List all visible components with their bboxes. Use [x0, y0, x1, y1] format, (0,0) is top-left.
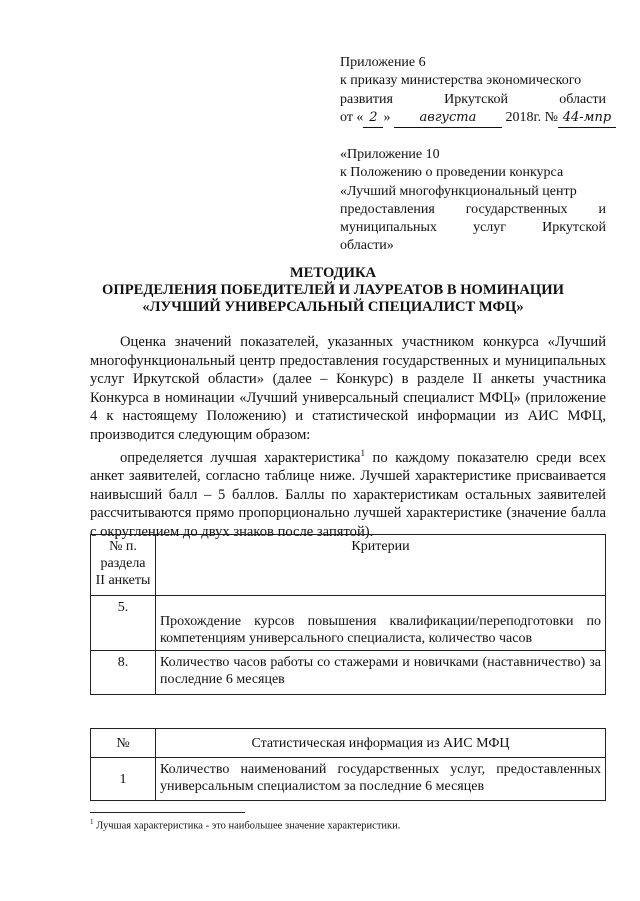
table-row [91, 596, 606, 651]
ref-line-6: области» [340, 238, 394, 254]
table-row [91, 758, 606, 801]
title-line-1: МЕТОДИКА [289, 265, 377, 281]
header-num: № п. раздела II анкеты [91, 535, 156, 596]
row-num: 1 [91, 758, 156, 801]
table-header [91, 535, 606, 596]
ref-line-1: «Приложение 10 [340, 147, 440, 162]
paragraph-2: определяется лучшая характеристика$^1$ по каждому показателю среди всех анкет заявителей, согласно таблице ниже. Лучшей характеристике присваивается наивысший балл – 5 баллов. Баллы по характеристикам остальных заявителей рассчитываются прямо пропорционально лучшей характеристике (значение балла с округлением до двух знаков после запятой). [90, 448, 606, 540]
row-text: Количество наименований государственных услуг, предоставленных универсальным специалистом за последние 6 месяцев [156, 758, 606, 801]
header-info: Статистическая информация из АИС МФЦ [156, 729, 606, 758]
appendix-ref-block [340, 146, 606, 256]
footnote: $^1$ Лучшая характеристика - это наибольшее значение характеристики. [90, 818, 401, 832]
ref-line-2: к Положению о проведении конкурса [340, 165, 564, 181]
table-header [91, 729, 606, 758]
ref-line-3: «Лучший многофункциональный центр [340, 183, 577, 199]
row-text: Количество часов работы со стажерами и новичками (наставничество) за последние 6 месяцев [156, 651, 606, 695]
appendix-ministry-line: развития Иркутской области [340, 91, 606, 107]
title-line-3: «ЛУЧШИЙ УНИВЕРСАЛЬНЫЙ СПЕЦИАЛИСТ МФЦ» [142, 299, 524, 315]
appendix-title: Приложение 6 [340, 55, 426, 70]
statistics-table [90, 728, 606, 801]
handwritten-day: 2 [363, 109, 383, 128]
row-num: 5. [91, 596, 156, 651]
appendix-date-line: от « 2 » августа 2018г. № 44-мпр [340, 109, 606, 128]
ref-word-b: государственных [465, 201, 568, 217]
footnote-divider [90, 812, 245, 813]
header-criteria: Критерии [156, 535, 606, 596]
body-text [90, 333, 606, 541]
ref-word-c: и [598, 201, 606, 217]
handwritten-month: августа [394, 109, 502, 128]
ref-line-5: муниципальных услуг Иркутской [340, 220, 606, 236]
ref-word-a: предоставления [340, 201, 435, 217]
table-row [91, 651, 606, 695]
footnote-ref: 1 [360, 448, 365, 458]
header-num: № [91, 729, 156, 758]
ref-line-4 [340, 201, 606, 219]
document-title [60, 265, 606, 316]
row-text: Прохождение курсов повышения квалификации/переподготовки по компетенциям универсального специалиста, количество часов [156, 596, 606, 651]
criteria-table [90, 534, 606, 695]
handwritten-number: 44-мпр [558, 109, 616, 128]
title-line-2: ОПРЕДЕЛЕНИЯ ПОБЕДИТЕЛЕЙ И ЛАУРЕАТОВ В НОМИНАЦИИ [102, 282, 564, 298]
row-num: 8. [91, 651, 156, 695]
appendix-order-line: к приказу министерства экономического [340, 73, 582, 89]
paragraph-1: Оценка значений показателей, указанных участником конкурса «Лучший многофункциональный центр предоставления государственных и муниципальных услуг Иркутской области» (далее – Конкурс) в разделе II анкеты участника Конкурса в номинации «Лучший универсальный специалист МФЦ» (приложение 4 к настоящему Положению) и статистической информации из АИС МФЦ, производится следующим образом: [90, 334, 606, 443]
appendix-block [340, 54, 612, 128]
